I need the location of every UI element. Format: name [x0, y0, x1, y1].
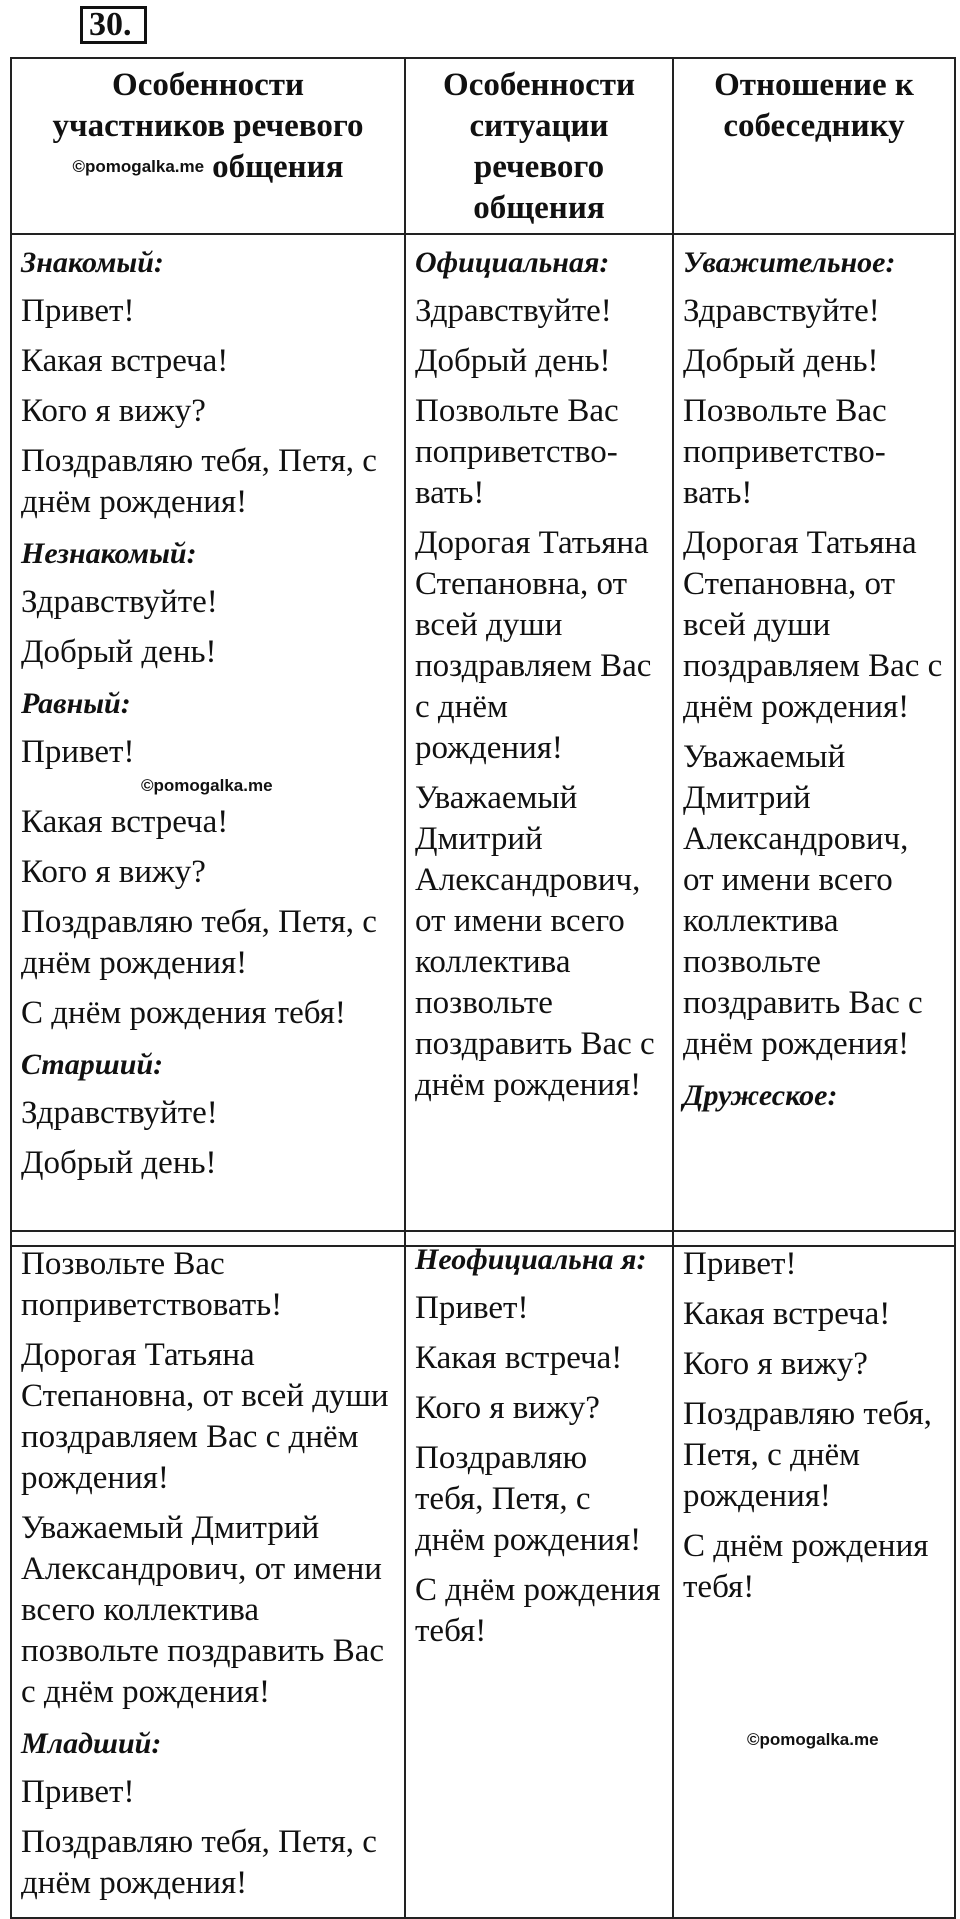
phrase: Дорогая Татьяна Степановна, от всей души поздравляем Вас с днём рождения!	[683, 525, 943, 725]
phrase: Какая встреча!	[683, 1296, 891, 1332]
phrase: Поздравляю тебя, Петя, с днём рождения!	[21, 904, 377, 981]
phrase: Кого я вижу?	[415, 1390, 600, 1426]
phrase: Привет!	[21, 734, 135, 770]
cell-participants	[11, 1231, 405, 1918]
phrase: Кого я вижу?	[21, 393, 206, 429]
phrase: Привет!	[415, 1290, 529, 1326]
phrase: Здравствуйте!	[415, 293, 612, 329]
phrase: Какая встреча!	[21, 343, 229, 379]
watermark: ©pomogalka.me	[747, 1730, 879, 1749]
phrase: Привет!	[21, 1774, 135, 1810]
cell-participants	[11, 234, 405, 1246]
phrase: Здравствуйте!	[683, 293, 880, 329]
header-line: ситуации	[469, 108, 609, 144]
phrase: Добрый день!	[21, 1145, 217, 1181]
phrase: Позвольте Вас поприветство-вать!	[683, 393, 887, 511]
phrase: Позвольте Вас поприветство-вать!	[415, 393, 619, 511]
phrase: Здравствуйте!	[21, 584, 218, 620]
phrase: Добрый день!	[21, 634, 217, 670]
category-label: Уважительное:	[683, 246, 896, 279]
phrase: С днём рождения тебя!	[415, 1572, 661, 1649]
header-line: собеседнику	[723, 108, 905, 144]
table-row	[11, 234, 955, 1246]
phrase: С днём рождения тебя!	[21, 995, 346, 1031]
header-line-text: общения	[212, 149, 344, 185]
cell-situation	[405, 234, 673, 1246]
header-line: общения	[473, 190, 605, 226]
category-label: Знакомый:	[21, 246, 164, 279]
header-line: Отношение к	[714, 67, 914, 103]
phrase: Поздравляю тебя, Петя, с днём рождения!	[21, 1824, 377, 1901]
header-situation	[405, 58, 673, 234]
category-label: Старший:	[21, 1048, 164, 1081]
header-line	[21, 147, 395, 188]
header-line: Особенности	[112, 67, 304, 103]
phrase: Кого я вижу?	[21, 854, 206, 890]
header-participants	[11, 58, 405, 234]
phrase: С днём рождения тебя!	[683, 1528, 929, 1605]
cell-attitude	[673, 234, 955, 1246]
phrase: Добрый день!	[415, 343, 611, 379]
category-label: Незнакомый:	[21, 537, 197, 570]
category-label: Равный:	[21, 687, 131, 720]
header-attitude	[673, 58, 955, 234]
phrase: Добрый день!	[683, 343, 879, 379]
category-label: Дружеское:	[683, 1079, 838, 1112]
phrase: Какая встреча!	[21, 804, 229, 840]
phrase: Здравствуйте!	[21, 1095, 218, 1131]
phrase: Дорогая Татьяна Степановна, от всей души поздравляем Вас с днём рождения!	[21, 1337, 389, 1496]
phrase: Уважаемый Дмитрий Александрович, от имени всего коллектива позвольте поздравить Вас с днём рождения!	[21, 1510, 384, 1710]
category-label: Неофициальна я:	[415, 1243, 647, 1276]
phrase: Привет!	[683, 1246, 797, 1282]
speech-table-part2	[10, 1230, 956, 1919]
header-line: речевого	[473, 149, 605, 185]
header-line: Особенности	[443, 67, 635, 103]
phrase: Дорогая Татьяна Степановна, от всей души поздравляем Вас с днём рождения!	[415, 525, 652, 766]
phrase: Уважаемый Дмитрий Александрович, от имени всего коллектива позвольте поздравить Вас с днём рождения!	[683, 739, 923, 1062]
category-label: Младший:	[21, 1727, 162, 1760]
phrase: Привет!	[21, 293, 135, 329]
phrase: Позвольте Вас поприветствовать!	[21, 1246, 283, 1323]
cell-situation	[405, 1231, 673, 1918]
cell-attitude	[673, 1231, 955, 1918]
header-line: участников речевого	[52, 108, 364, 144]
exercise-number: 30.	[80, 6, 147, 44]
category-label: Официальная:	[415, 246, 610, 279]
watermark: ©pomogalka.me	[72, 156, 205, 176]
phrase: Поздравляю тебя, Петя, с днём рождения!	[683, 1396, 932, 1514]
table-row	[11, 1231, 955, 1918]
phrase: Поздравляю тебя, Петя, с днём рождения!	[21, 443, 377, 520]
speech-table-part1	[10, 57, 956, 1247]
phrase: Поздравляю тебя, Петя, с днём рождения!	[415, 1440, 642, 1558]
phrase: Какая встреча!	[415, 1340, 623, 1376]
phrase: Кого я вижу?	[683, 1346, 868, 1382]
table-header-row	[11, 58, 955, 234]
watermark: ©pomogalka.me	[141, 776, 273, 795]
phrase: Уважаемый Дмитрий Александрович, от имени всего коллектива позвольте поздравить Вас с днём рождения!	[415, 780, 655, 1103]
